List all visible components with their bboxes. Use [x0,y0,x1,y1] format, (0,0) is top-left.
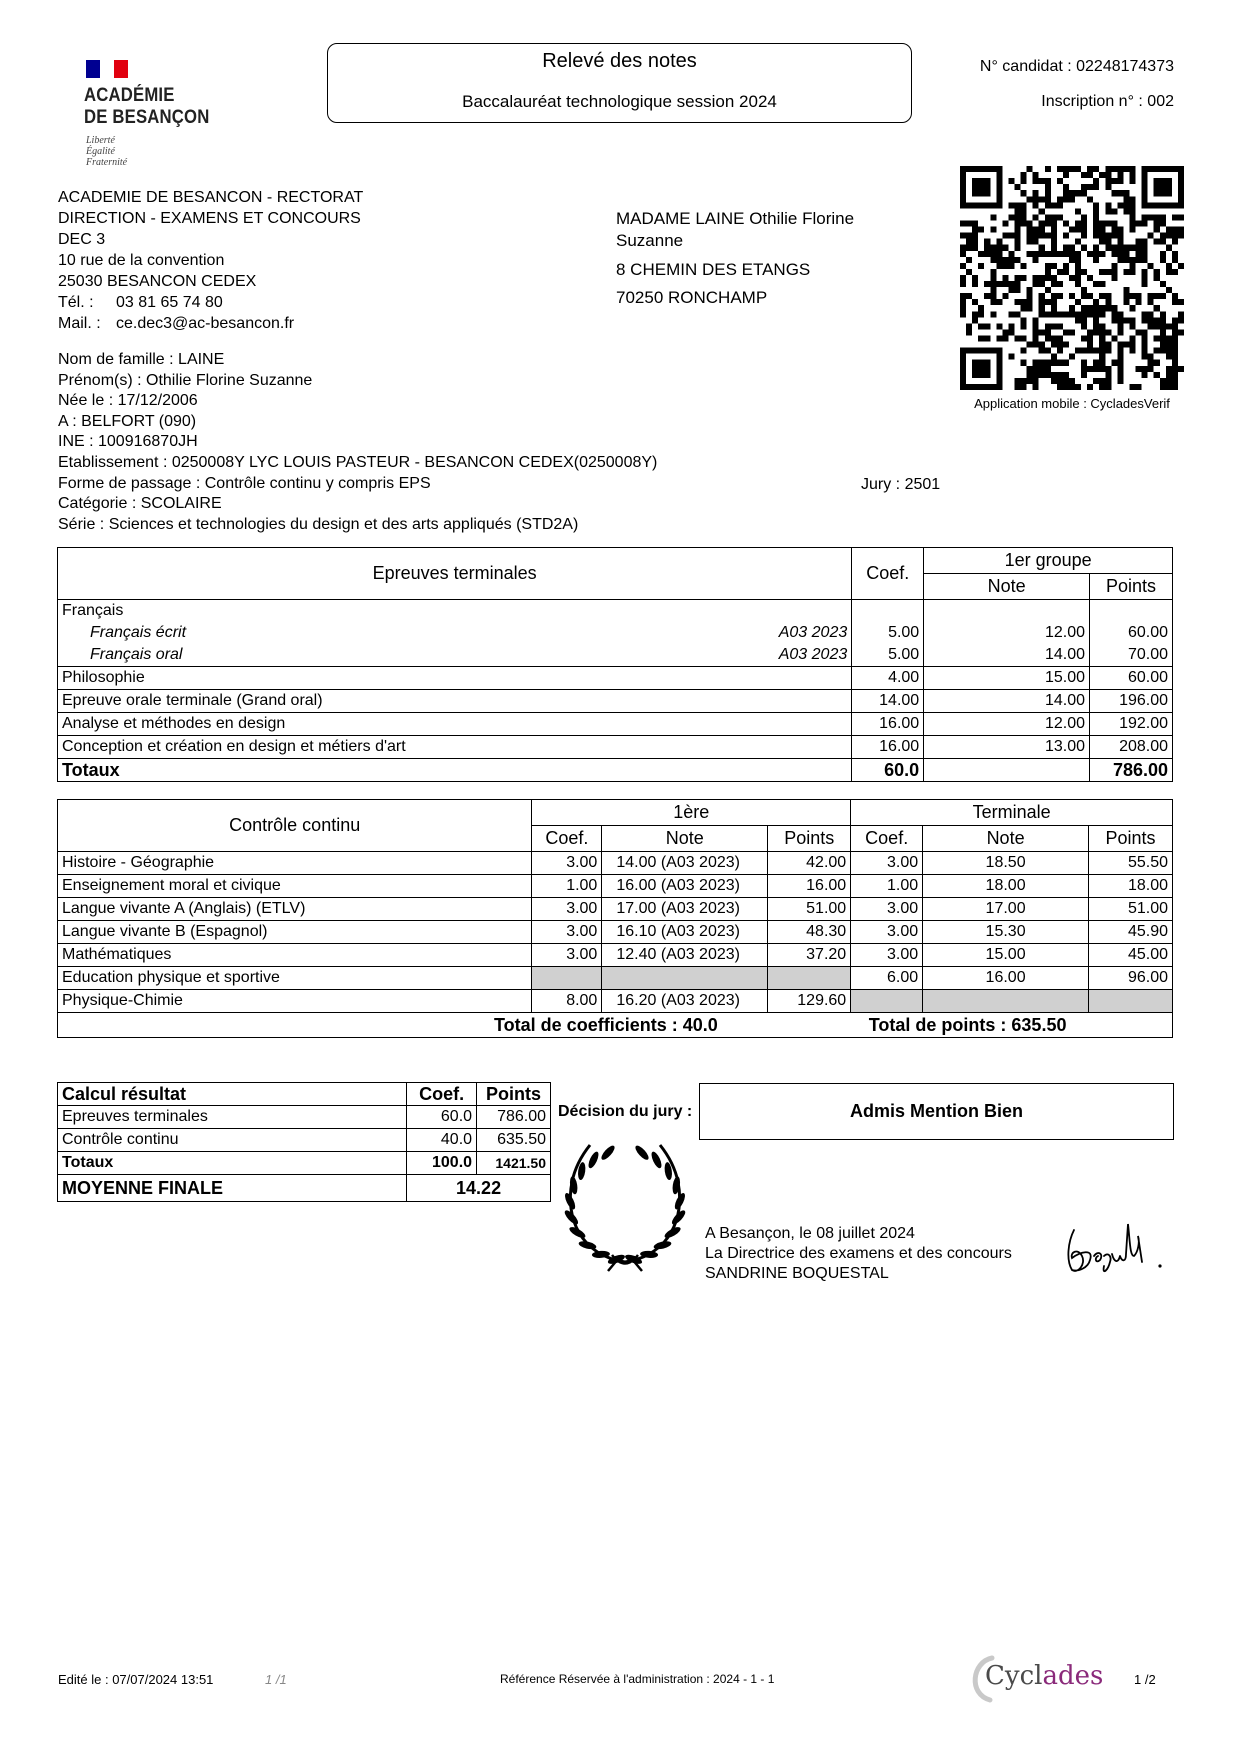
row-label: Français oral A03 2023 [58,644,852,667]
identity-line: A : BELFORT (090) [58,412,197,430]
identity-line: Née le : 17/12/2006 [58,392,198,410]
signature-role: La Directrice des examens et des concours [705,1245,1012,1262]
row-points-1ere: 48.30 [768,921,851,944]
row-label: Langue vivante B (Espagnol) [58,921,532,944]
row-points: 786.00 [477,1106,551,1129]
row-coef-1ere: 3.00 [532,944,602,967]
total-points: 1421.50 [477,1152,551,1175]
col-header-note: Note [924,574,1090,600]
handwritten-signature [1060,1212,1170,1282]
row-note: 15.00 [924,667,1090,690]
row-label: Histoire - Géographie [58,852,532,875]
sender-line: 25030 BESANCON CEDEX [58,273,257,290]
row-note: 12.00 [924,622,1090,644]
total-points: 786.00 [1090,759,1173,782]
row-note: 13.00 [924,736,1090,759]
table-row [58,644,1173,667]
admin-reference: Référence Réservée à l'administration : 2024 - 1 - 1 [500,1672,775,1686]
col-header-coef: Coef. [852,548,924,600]
row-points-terminale: 51.00 [1088,898,1172,921]
row-coef: 4.00 [852,667,924,690]
inscription-number: Inscription n° : 002 [1041,93,1174,110]
row-points-terminale: 45.90 [1088,921,1172,944]
table-row [58,622,1173,644]
row-coef-terminale: 1.00 [851,875,923,898]
row-points-1ere: 42.00 [768,852,851,875]
row-coef: 60.0 [407,1106,477,1129]
table-row [58,898,1173,921]
document-subtitle: Baccalauréat technologique session 2024 [462,92,777,111]
col-header-coef: Coef. [407,1083,477,1106]
sender-line: DIRECTION - EXAMENS ET CONCOURS [58,210,361,227]
table-row [58,690,1173,713]
row-note: 12.00 [924,713,1090,736]
row-coef: 14.00 [852,690,924,713]
sender-line: ACADEMIE DE BESANCON - RECTORAT [58,189,364,206]
row-points-terminale: 45.00 [1088,944,1172,967]
sender-line: DEC 3 [58,231,106,248]
identity-line: Catégorie : SCOLAIRE [58,495,222,513]
row-note-1ere: 16.10 (A03 2023) [602,921,768,944]
flag-icon [86,60,128,78]
row-label: Education physique et sportive [58,967,532,990]
calcul-resultat-table [57,1082,551,1202]
table-row [58,600,1173,623]
row-note: 14.00 [924,690,1090,713]
col-header-epreuves: Epreuves terminales [58,548,852,600]
row-coef [852,600,924,623]
col-header-points: Points [1088,826,1172,852]
row-coef-1ere: 3.00 [532,898,602,921]
row-label: Analyse et méthodes en design [58,713,852,736]
row-note-1ere: 12.40 (A03 2023) [602,944,768,967]
row-note-terminale: 17.00 [923,898,1089,921]
table-row [58,1106,551,1129]
total-points: Total de points : 635.50 [768,1013,1173,1038]
row-coef-terminale: 6.00 [851,967,923,990]
row-note-1ere [602,967,768,990]
epreuves-terminales-table [57,547,1173,782]
final-average-value: 14.22 [407,1175,551,1202]
row-points-1ere: 16.00 [768,875,851,898]
row-points: 192.00 [1090,713,1173,736]
row-label: Langue vivante A (Anglais) (ETLV) [58,898,532,921]
jury-decision-label: Décision du jury : [558,1103,693,1120]
row-coef-terminale: 3.00 [851,944,923,967]
qr-code [960,166,1184,390]
sender-address [58,187,363,334]
col-header-points: Points [1090,574,1173,600]
total-coef: 60.0 [852,759,924,782]
total-coefficients: Total de coefficients : 40.0 [58,1013,768,1038]
total-label: Totaux [58,1152,407,1175]
row-coef-terminale: 3.00 [851,852,923,875]
row-note-1ere: 14.00 (A03 2023) [602,852,768,875]
row-points: 70.00 [1090,644,1173,667]
recipient-city: 70250 RONCHAMP [616,288,768,307]
signature-name: SANDRINE BOQUESTAL [705,1265,889,1282]
recipient-name: MADAME LAINE Othilie Florine Suzanne [616,209,855,250]
candidate-identity [58,350,958,535]
row-points-1ere: 51.00 [768,898,851,921]
identity-line: Etablissement : 0250008Y LYC LOUIS PASTEUR - BESANCON CEDEX(0250008Y) [58,453,658,471]
col-header-calcul: Calcul résultat [58,1083,407,1106]
row-coef: 5.00 [852,644,924,667]
document-title: Relevé des notes [542,50,697,72]
row-coef-1ere: 3.00 [532,852,602,875]
row-points-terminale: 96.00 [1088,967,1172,990]
row-note-1ere: 16.20 (A03 2023) [602,990,768,1013]
total-label: Totaux [58,759,852,782]
row-note-terminale: 16.00 [923,967,1089,990]
col-header-note: Note [923,826,1089,852]
identity-line: Série : Sciences et technologies du design et des arts appliqués (STD2A) [58,515,579,533]
table-row [58,967,1173,990]
final-average-label: MOYENNE FINALE [58,1175,407,1202]
row-coef-1ere: 3.00 [532,921,602,944]
row-label: Philosophie [58,667,852,690]
row-coef: 16.00 [852,736,924,759]
row-tag: A03 2023 [778,624,848,641]
row-coef-terminale: 3.00 [851,921,923,944]
controle-continu-table [57,799,1173,1038]
row-coef-1ere [532,967,602,990]
totals-row [58,759,1173,782]
cyclades-wordmark: Cyclades [985,1661,1104,1691]
row-label: Mathématiques [58,944,532,967]
row-label: Contrôle continu [58,1129,407,1152]
page-number: 1 /2 [1134,1672,1156,1687]
row-note-terminale: 18.00 [923,875,1089,898]
identity-line: INE : 100916870JH [58,433,198,451]
col-header-controle: Contrôle continu [58,800,532,852]
table-row [58,944,1173,967]
col-header-premiere: 1ère [532,800,851,826]
logo-motto: Liberté Égalité Fraternité [86,135,128,168]
sender-tel: Tél. : 03 81 65 74 80 [58,294,223,311]
col-header-points: Points [768,826,851,852]
table-row [58,667,1173,690]
logo-text: ACADÉMIE DE BESANÇON [84,85,210,128]
row-points-1ere [768,967,851,990]
edited-date: Edité le : 07/07/2024 13:51 [58,1672,214,1687]
row-points-terminale [1088,990,1172,1013]
row-points-terminale: 18.00 [1088,875,1172,898]
recipient-street: 8 CHEMIN DES ETANGS [616,260,811,279]
col-header-terminale: Terminale [851,800,1173,826]
academie-logo [78,40,218,175]
row-label: Physique-Chimie [58,990,532,1013]
laurel-wreath-icon [560,1137,690,1272]
table-row [58,852,1173,875]
candidate-info [980,49,1174,119]
row-coef-1ere: 1.00 [532,875,602,898]
jury-number: Jury : 2501 [861,476,941,493]
totals-row [58,1013,1173,1038]
row-label: Conception et création en design et métiers d'art [62,738,406,755]
row-note-terminale [923,990,1089,1013]
table-row [58,736,1173,759]
page-indicator: 1 /1 [265,1672,287,1687]
total-note [924,759,1090,782]
row-points: 60.00 [1090,667,1173,690]
final-average-row [58,1175,551,1202]
row-points: 196.00 [1090,690,1173,713]
table-row [58,1129,551,1152]
row-points-1ere: 37.20 [768,944,851,967]
total-coef: 100.0 [407,1152,477,1175]
row-note [924,600,1090,623]
row-points [1090,600,1173,623]
col-header-coef: Coef. [532,826,602,852]
signature-date: A Besançon, le 08 juillet 2024 [705,1225,915,1242]
row-points-terminale: 55.50 [1088,852,1172,875]
candidate-number: N° candidat : 02248174373 [979,58,1174,75]
identity-line: Nom de famille : LAINE [58,351,225,368]
row-note-terminale: 15.30 [923,921,1089,944]
row-coef-terminale [851,990,923,1013]
row-note-1ere: 17.00 (A03 2023) [602,898,768,921]
row-tag: A03 2023 [778,646,848,663]
row-note-terminale: 18.50 [923,852,1089,875]
row-points-1ere: 129.60 [768,990,851,1013]
row-coef-terminale: 3.00 [851,898,923,921]
sender-mail: Mail. : ce.dec3@ac-besancon.fr [58,315,295,332]
col-header-coef: Coef. [851,826,923,852]
table-row [58,875,1173,898]
row-coef: 5.00 [852,622,924,644]
row-label: Français écrit A03 2023 [90,624,848,641]
col-header-groupe: 1er groupe [924,548,1173,574]
row-coef-1ere: 8.00 [532,990,602,1013]
row-coef: 40.0 [407,1129,477,1152]
signature-block [705,1224,1012,1284]
col-header-note: Note [602,826,768,852]
row-label: Français [62,602,124,619]
sender-line: 10 rue de la convention [58,252,225,269]
col-header-points: Points [477,1083,551,1106]
table-row [58,990,1173,1013]
row-note-1ere: 16.00 (A03 2023) [602,875,768,898]
row-points: 60.00 [1090,622,1173,644]
row-points: 635.50 [477,1129,551,1152]
identity-line: Prénom(s) : Othilie Florine Suzanne [58,371,313,389]
qr-caption: Application mobile : CycladesVerif [974,396,1170,411]
table-row [58,713,1173,736]
jury-decision-box: Admis Mention Bien [699,1083,1174,1140]
row-label: Enseignement moral et civique [58,875,532,898]
totals-row [58,1152,551,1175]
row-label: Epreuves terminales [58,1106,407,1129]
identity-line: Forme de passage : Contrôle continu y compris EPS [58,474,431,492]
row-label: Epreuve orale terminale (Grand oral) [58,690,852,713]
row-note: 14.00 [924,644,1090,667]
row-coef: 16.00 [852,713,924,736]
row-note-terminale: 15.00 [923,944,1089,967]
recipient-address [616,208,916,312]
row-points: 208.00 [1090,736,1173,759]
table-row [58,921,1173,944]
cyclades-logo [966,1654,1104,1704]
title-box [327,43,912,123]
